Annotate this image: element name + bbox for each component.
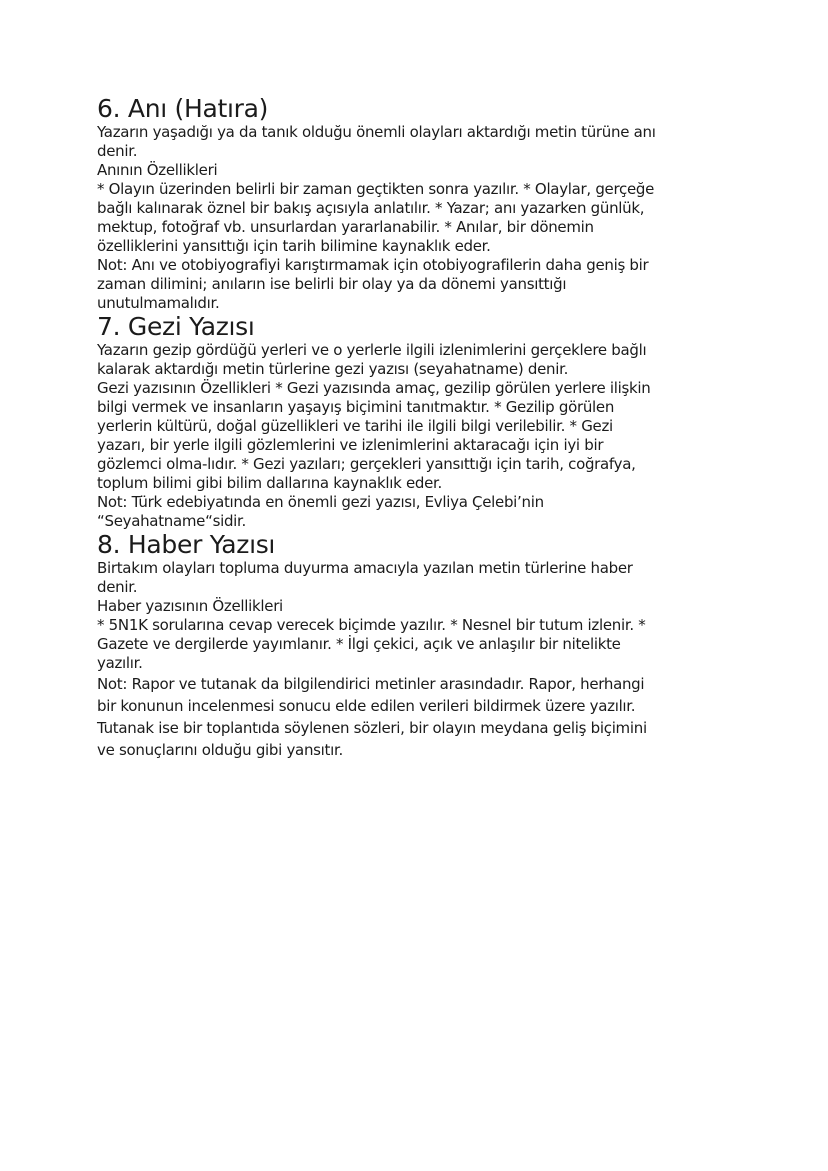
text-line: ve sonuçlarını olduğu gibi yansıtır. bbox=[97, 741, 343, 759]
text-line: Gezi yazısının Özellikleri * Gezi yazısında amaç, gezilip görülen yerlere ilişkin bbox=[97, 379, 651, 397]
text-line: gözlemci olma-lıdır. * Gezi yazıları; gerçekleri yansıttığı için tarih, coğrafya, bbox=[97, 455, 636, 473]
text-line: mektup, fotoğraf vb. unsurlardan yararlanabilir. * Anılar, bir dönemin bbox=[97, 218, 594, 236]
section-heading-travel-writing: 7. Gezi Yazısı bbox=[97, 312, 255, 341]
text-line: denir. bbox=[97, 578, 138, 596]
text-line: bir konunun incelenmesi sonucu elde edilen verileri bildirmek üzere yazılır. bbox=[97, 697, 636, 715]
text-line: unutulmamalıdır. bbox=[97, 294, 220, 312]
text-line: Yazarın gezip gördüğü yerleri ve o yerlerle ilgili izlenimlerini gerçeklere bağlı bbox=[97, 341, 647, 359]
text-line: Not: Türk edebiyatında en önemli gezi yazısı, Evliya Çelebi’nin bbox=[97, 493, 544, 511]
text-line: Tutanak ise bir toplantıda söylenen sözleri, bir olayın meydana geliş biçimini bbox=[97, 719, 647, 737]
text-line: yazılır. bbox=[97, 654, 143, 672]
text-line: * Olayın üzerinden belirli bir zaman geçtikten sonra yazılır. * Olaylar, gerçeğe bbox=[97, 180, 655, 198]
section-travel-writing bbox=[97, 313, 757, 531]
text-line: zaman dilimini; anıların ise belirli bir olay ya da dönemi yansıttığı bbox=[97, 275, 567, 293]
text-line: Not: Anı ve otobiyografiyi karıştırmamak için otobiyografilerin daha geniş bir bbox=[97, 256, 649, 274]
document-content bbox=[97, 95, 757, 761]
section-note-news-article bbox=[97, 673, 757, 761]
text-line: özelliklerini yansıttığı için tarih bilimine kaynaklık eder. bbox=[97, 237, 491, 255]
text-line: kalarak aktardığı metin türlerine gezi yazısı (seyahatname) denir. bbox=[97, 360, 569, 378]
text-line: bilgi vermek ve insanların yaşayış biçimini tanıtmaktır. * Gezilip görülen bbox=[97, 398, 615, 416]
text-line: toplum bilimi gibi bilim dallarına kaynaklık eder. bbox=[97, 474, 443, 492]
text-line: Not: Rapor ve tutanak da bilgilendirici metinler arasındadır. Rapor, herhangi bbox=[97, 675, 645, 693]
section-memoir bbox=[97, 95, 757, 313]
text-line: denir. bbox=[97, 142, 138, 160]
section-news-article bbox=[97, 531, 757, 761]
section-body-news-article bbox=[97, 559, 757, 673]
text-line: yazarı, bir yerle ilgili gözlemlerini ve izlenimlerini aktaracağı için iyi bir bbox=[97, 436, 604, 454]
section-heading-news-article: 8. Haber Yazısı bbox=[97, 530, 276, 559]
text-line: yerlerin kültürü, doğal güzellikleri ve tarihi ile ilgili bilgi verilebilir. * Gezi bbox=[97, 417, 613, 435]
text-line: Haber yazısının Özellikleri bbox=[97, 597, 283, 615]
text-line: Birtakım olayları topluma duyurma amacıyla yazılan metin türlerine haber bbox=[97, 559, 633, 577]
section-body-memoir bbox=[97, 123, 757, 313]
text-line: bağlı kalınarak öznel bir bakış açısıyla anlatılır. * Yazar; anı yazarken günlük, bbox=[97, 199, 645, 217]
text-line: Yazarın yaşadığı ya da tanık olduğu önemli olayları aktardığı metin türüne anı bbox=[97, 123, 656, 141]
section-body-travel-writing bbox=[97, 341, 757, 531]
text-line: Gazete ve dergilerde yayımlanır. * İlgi çekici, açık ve anlaşılır bir nitelikte bbox=[97, 635, 621, 653]
text-line: * 5N1K sorularına cevap verecek biçimde yazılır. * Nesnel bir tutum izlenir. * bbox=[97, 616, 646, 634]
text-line: Anının Özellikleri bbox=[97, 161, 218, 179]
text-line: “Seyahatname“sidir. bbox=[97, 512, 247, 530]
section-heading-memoir: 6. Anı (Hatıra) bbox=[97, 94, 269, 123]
